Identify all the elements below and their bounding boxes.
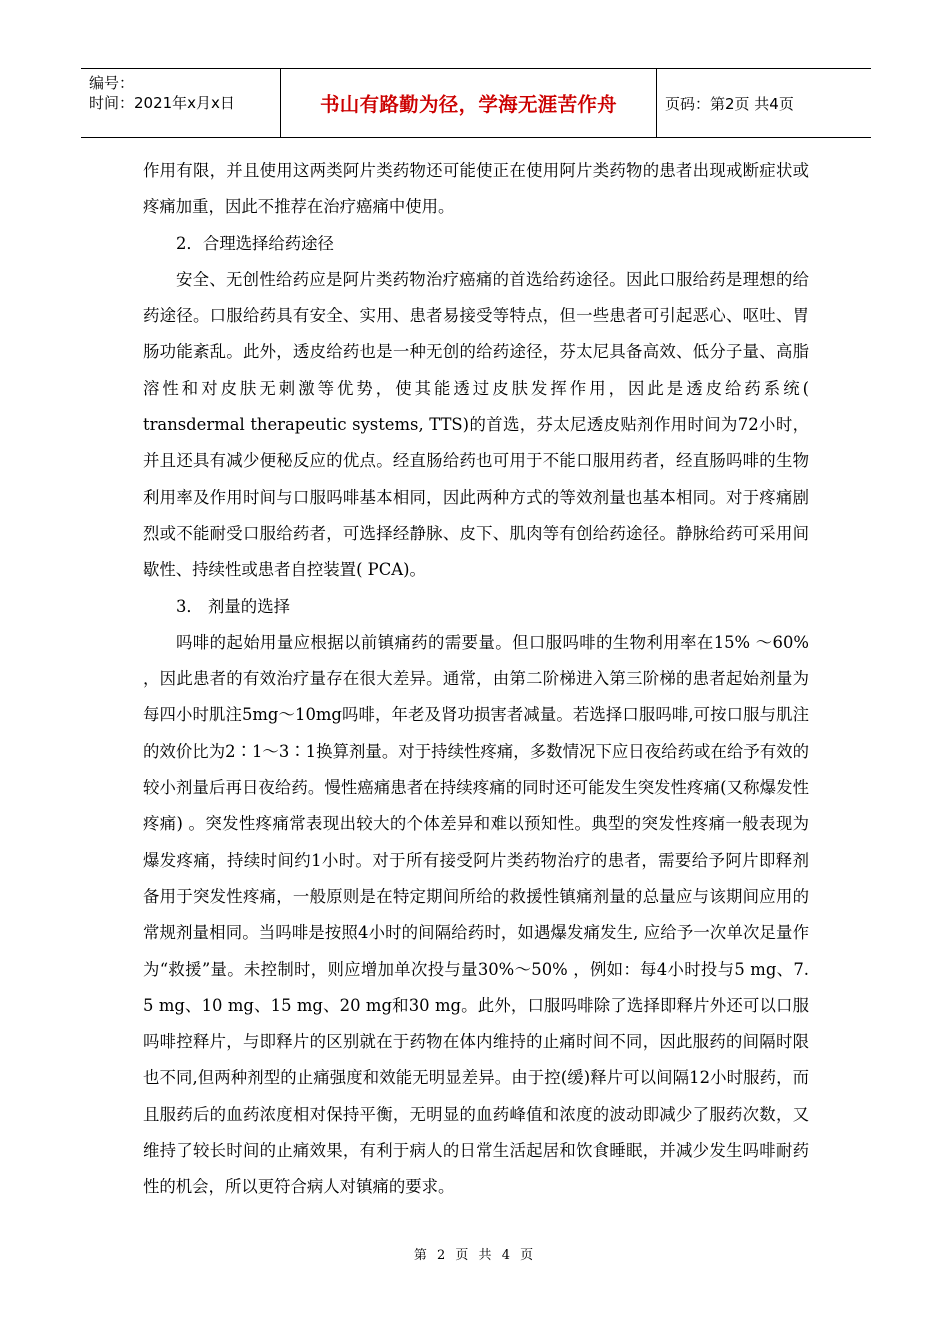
section-heading-dose: 3． 剂量的选择 (176, 596, 290, 616)
section-heading-route: 2．合理选择给药途径 (176, 233, 334, 253)
document-body (143, 153, 809, 1206)
document-date: 时间：2021年x月x日 (89, 94, 235, 112)
header-meta (81, 69, 281, 137)
paragraph-continuation: 作用有限，并且使用这两类阿片类药物还可能使正在使用阿片类药物的患者出现戒断症状或疼痛加重，因此不推荐在治疗癌痛中使用。 (143, 161, 809, 217)
document-number-label: 编号： (89, 74, 135, 92)
paragraph-route: 安全、无创性给药应是阿片类药物治疗癌痛的首选给药途径。因此口服给药是理想的给药途径。口服给药具有安全、实用、患者易接受等特点，但一些患者可引起恶心、呕吐、胃肠功能紊乱。此外，透皮给药也是一种无创的给药途径，芬太尼具备高效、低分子量、高脂溶性和对皮肤无刺激等优势，使其能透过皮肤发挥作用，因此是透皮给药系统( transdermal therapeutic systems, TTS)的首选，芬太尼透皮贴剂作用时间为72小时，并且还具有减少便秘反应的优点。经直肠给药也可用于不能口服用药者，经直肠吗啡的生物利用率及作用时间与口服吗啡基本相同，因此两种方式的等效剂量也基本相同。对于疼痛剧烈或不能耐受口服给药者，可选择经静脉、皮下、肌肉等有创给药途径。静脉给药可采用间歇性、持续性或患者自控装置( PCA)。 (143, 269, 809, 580)
header-page-info: 页码：第2页 共4页 (665, 94, 794, 113)
paragraph-dose: 吗啡的起始用量应根据以前镇痛药的需要量。但口服吗啡的生物利用率在15% ～60% ，因此患者的有效治疗量存在很大差异。通常，由第二阶梯进入第三阶梯的患者起始剂量为每四小时肌注5mg～10mg吗啡，年老及肾功损害者减量。若选择口服吗啡,可按口服与肌注的效价比为2∶1～3∶1换算剂量。对于持续性疼痛，多数情况下应日夜给药或在给予有效的较小剂量后再日夜给药。慢性癌痛患者在持续疼痛的同时还可能发生突发性疼痛(又称爆发性疼痛) 。突发性疼痛常表现出较大的个体差异和难以预知性。典型的突发性疼痛一般表现为爆发疼痛，持续时间约1小时。对于所有接受阿片类药物治疗的患者，需要给予阿片即释剂备用于突发性疼痛，一般原则是在特定期间所给的救援性镇痛剂量的总量应与该期间应用的常规剂量相同。当吗啡是按照4小时的间隔给药时，如遇爆发痛发生, 应给予一次单次足量作为“救援”量。未控制时，则应增加单次投与量30%～50% ，例如：每4小时投与5 mg、7. 5 mg、10 mg、15 mg、20 mg和30 mg。此外，口服吗啡除了选择即释片外还可以口服吗啡控释片，与即释片的区别就在于药物在体内维持的止痛时间不同，因此服药的间隔时限也不同,但两种剂型的止痛强度和效能无明显差异。由于控(缓)释片可以间隔12小时服药，而且服药后的血药浓度相对保持平衡，无明显的血药峰值和浓度的波动即减少了服药次数，又维持了较长时间的止痛效果，有利于病人的日常生活起居和饮食睡眠，并减少发生吗啡耐药性的机会，所以更符合病人对镇痛的要求。 (143, 632, 809, 1197)
page-footer: 第 2 页 共 4 页 (413, 1248, 537, 1263)
page-header (81, 68, 871, 138)
header-motto: 书山有路勤为径，学海无涯苦作舟 (281, 69, 657, 137)
